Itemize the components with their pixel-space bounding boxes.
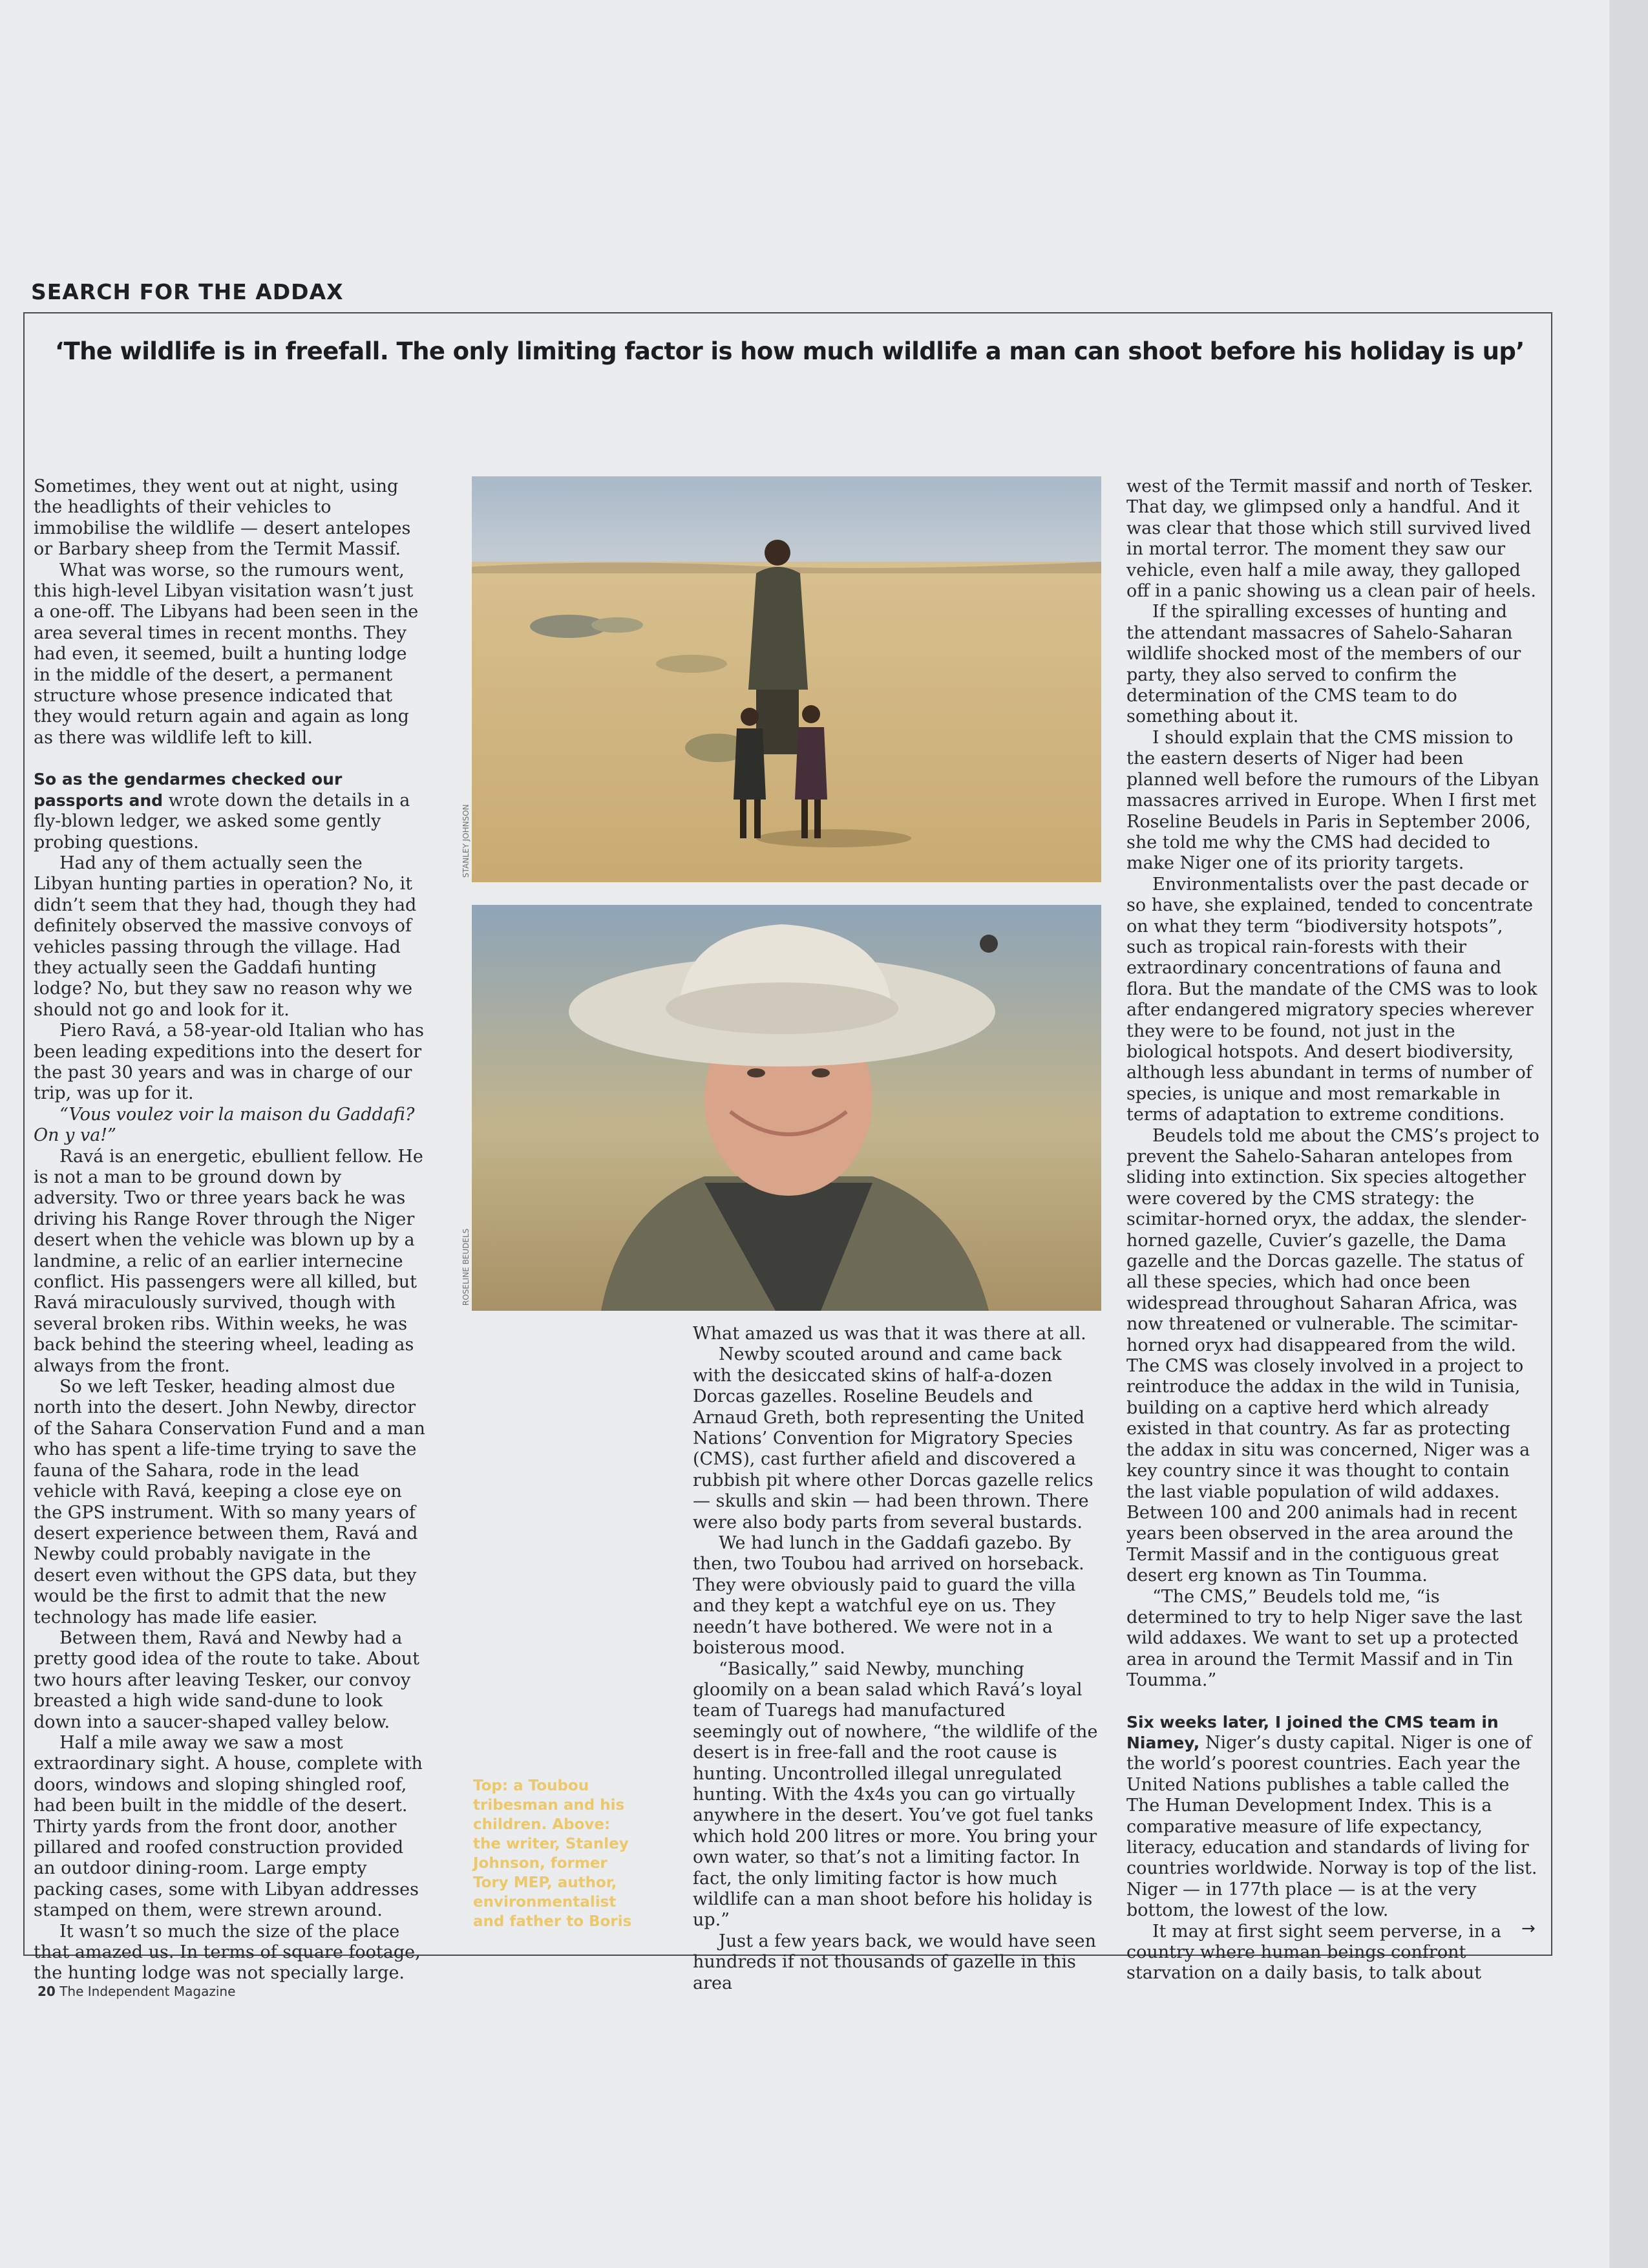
body-paragraph: Between them, Ravá and Newby had a pretty good idea of the route to take. About two hours after leaving Tesker, our convoy breasted a high wide sand-dune to look down into a saucer-shaped valley below. bbox=[34, 1627, 419, 1732]
lead-in: Six weeks later, I joined the CMS team in Niamey, bbox=[1126, 1712, 1499, 1752]
section-label: SEARCH FOR THE ADDAX bbox=[31, 279, 344, 304]
lead-in: So as the gendarmes checked our passports and bbox=[34, 770, 343, 810]
right-column bbox=[1126, 476, 1540, 1984]
photo-writer-image bbox=[472, 905, 1101, 1311]
body-paragraph: Just a few years back, we would have seen hundreds if not thousands of gazelle in this area bbox=[693, 1931, 1096, 1993]
body-paragraph: west of the Termit massif and north of Tesker. That day, we glimpsed only a handful. And it was clear that those which still survived lived in mortal terror. The moment they saw our vehicle, even half a mile away, they galloped off in a panic showing us a clean pair of heels. bbox=[1126, 476, 1536, 602]
publication-name: The Independent Magazine bbox=[59, 1984, 236, 1999]
photo-caption: Top: a Toubou tribesman and his children. Above: the writer, Stanley Johnson, former Tory MEP, author, environmentalist and father to Boris bbox=[473, 1777, 632, 1930]
body-paragraph: If the spiralling excesses of hunting and the attendant massacres of Sahelo-Saharan wildlife shocked most of the members of our party, they also served to confirm the determination of the CMS team to do something about it. bbox=[1126, 602, 1521, 727]
body-paragraph: Beudels told me about the CMS’s project to prevent the Sahelo-Saharan antelopes from sliding into extinction. Six species altogether were covered by the CMS strategy: the scimitar-horned oryx, the addax, the slender-horned gazelle, Cuvier’s gazelle, the Dama gazelle and the Dorcas gazelle. The status of all these species, which had once been widespread throughout Saharan Africa, was now threatened or vulnerable. The scimitar-horned oryx had disappeared from the wild. The CMS was closely involved in a project to reintroduce the addax in the wild in Tunisia, building on a captive herd which already existed in that country. As far as protecting the addax in situ was concerned, Niger was a key country since it was thought to contain the last viable population of wild addaxes. Between 100 and 200 animals had in recent years been observed in the area around the Termit Massif and in the contiguous great desert erg known as Tin Toumma. bbox=[1126, 1125, 1539, 1586]
body-paragraph: Newby scouted around and came back with the desiccated skins of half-a-dozen Dorcas gazelles. Roseline Beudels and Arnaud Greth, both representing the United Nations’ Convention for Migratory Species (CMS), cast further afield and discovered a rubbish pit where other Dorcas gazelle relics — skulls and skin — had been thrown. There were also body parts from several bustards. bbox=[693, 1344, 1093, 1532]
photo-credit: ROSELINE BEUDELS bbox=[461, 1228, 470, 1306]
photo-tribesman-image bbox=[472, 476, 1101, 882]
body-paragraph: Had any of them actually seen the Libyan hunting parties in operation? No, it didn’t seem that they had, though they had definitely observed the massive convoys of vehicles passing through the village. Had they actually seen the Gaddafi hunting lodge? No, but they saw no reason why we should not go and look for it. bbox=[34, 853, 417, 1020]
body-paragraph: It wasn’t so much the size of the place that amazed us. In terms of square footage, the hunting lodge was not specially large. bbox=[34, 1921, 421, 1984]
body-paragraph: Six weeks later, I joined the CMS team in Niamey, Niger’s dusty capital. Niger is one of the world’s poorest countries. Each year the United Nations publishes a table called the The Human Development Index. This is a comparative measure of life expectancy, literacy, education and standards of living for countries worldwide. Norway is top of the list. Niger — in 177th place — is at the very bottom, the lowest of the low. bbox=[1126, 1712, 1537, 1921]
left-column bbox=[34, 476, 427, 1984]
body-paragraph: Ravá is an energetic, ebullient fellow. He is not a man to be ground down by adversity. Two or three years back he was driving his Range Rover through the Niger desert when the vehicle was blown up by a landmine, a relic of an earlier internecine conflict. His passengers were all killed, but Ravá miraculously survived, though with several broken ribs. Within weeks, he was back behind the steering wheel, leading as always from the front. bbox=[34, 1146, 423, 1376]
body-paragraph: “The CMS,” Beudels told me, “is determined to try to help Niger save the last wild addaxes. We want to set up a protected area in around the Termit Massif and in Tin Toumma.” bbox=[1126, 1586, 1523, 1691]
folio bbox=[37, 1984, 235, 1999]
pull-quote: “Vous voulez voir la maison du Gaddafi? On y va!” bbox=[34, 1104, 415, 1146]
body-paragraph: What amazed us was that it was there at all. bbox=[693, 1324, 1086, 1344]
page-edge-shadow bbox=[1609, 0, 1648, 2268]
body-paragraph: What was worse, so the rumours went, this high-level Libyan visitation wasn’t just a one-off. The Libyans had been seen in the area several times in recent months. They had even, it seemed, built a hunting lodge in the middle of the desert, a permanent structure whose presence indicated that they would return again and again as long as there was wildlife left to kill. bbox=[34, 560, 419, 748]
continue-arrow-icon: → bbox=[1521, 1919, 1536, 1938]
body-paragraph: I should explain that the CMS mission to the eastern deserts of Niger had been planned well before the rumours of the Libyan massacres arrived in Europe. When I first met Roseline Beudels in Paris in September 2006, she told me why the CMS had decided to make Niger one of its priority targets. bbox=[1126, 727, 1539, 874]
body-paragraph: Half a mile away we saw a most extraordinary sight. A house, complete with doors, windows and sloping shingled roof, had been built in the middle of the desert. Thirty yards from the front door, another pillared and roofed construction provided an outdoor dining-room. Large empty packing cases, some with Libyan addresses stamped on them, were strewn around. bbox=[34, 1732, 423, 1921]
body-paragraph: Environmentalists over the past decade or so have, she explained, tended to concentrate on what they term “biodiversity hotspots”, such as tropical rain-forests with their extraordinary concentrations of fauna and flora. But the mandate of the CMS was to look after endangered migratory species wherever they were to be found, not just in the biological hotspots. And desert biodiversity, although less abundant in terms of number of species, is unique and most remarkable in terms of adaptation to extreme conditions. bbox=[1126, 874, 1537, 1125]
body-paragraph: It may at first sight seem perverse, in a country where human beings confront starvation on a daily basis, to talk about bbox=[1126, 1921, 1501, 1984]
page-number: 20 bbox=[37, 1984, 56, 1999]
body-paragraph: We had lunch in the Gaddafi gazebo. By then, two Toubou had arrived on horseback. They were obviously paid to guard the villa and they kept a watchful eye on us. They needn’t have bothered. We were not in a boisterous mood. bbox=[693, 1533, 1084, 1659]
photo-tribesman bbox=[472, 476, 1101, 882]
body-paragraph: So we left Tesker, heading almost due north into the desert. John Newby, director of the Sahara Conservation Fund and a man who has spent a life-time trying to save the fauna of the Sahara, rode in the lead vehicle with Ravá, keeping a close eye on the GPS instrument. With so many years of desert experience between them, Ravá and Newby could probably navigate in the desert even without the GPS data, but they would be the first to admit that the new technology has made life easier. bbox=[34, 1377, 425, 1627]
body-paragraph: So as the gendarmes checked our passports and wrote down the details in a fly-blown ledger, we asked some gently probing questions. bbox=[34, 770, 410, 853]
body-paragraph: “Basically,” said Newby, munching gloomily on a bean salad which Ravá’s loyal team of Tuaregs had manufactured seemingly out of nowhere, “the wildlife of the desert is in free-fall and the root cause is hunting. Uncontrolled illegal unregulated hunting. With the 4x4s you can go virtually anywhere in the desert. You’ve got fuel tanks which hold 200 litres or more. You bring your own water, so that’s not a limiting factor. In fact, the only limiting factor is how much wildlife can a man shoot before his holiday is up.” bbox=[693, 1659, 1098, 1931]
headline: ‘The wildlife is in freefall. The only limiting factor is how much wildlife a man can shoot before his holiday is up’ bbox=[55, 337, 1525, 365]
body-paragraph: Sometimes, they went out at night, using the headlights of their vehicles to immobilise the wildlife — desert antelopes or Barbary sheep from the Termit Massif. bbox=[34, 476, 411, 560]
photo-credit: STANLEY JOHNSON bbox=[461, 804, 470, 878]
photo-writer bbox=[472, 905, 1101, 1311]
body-paragraph: Piero Ravá, a 58-year-old Italian who has been leading expeditions into the desert for the past 30 years and was in charge of our trip, was up for it. bbox=[34, 1021, 424, 1104]
middle-column bbox=[693, 1324, 1100, 1994]
